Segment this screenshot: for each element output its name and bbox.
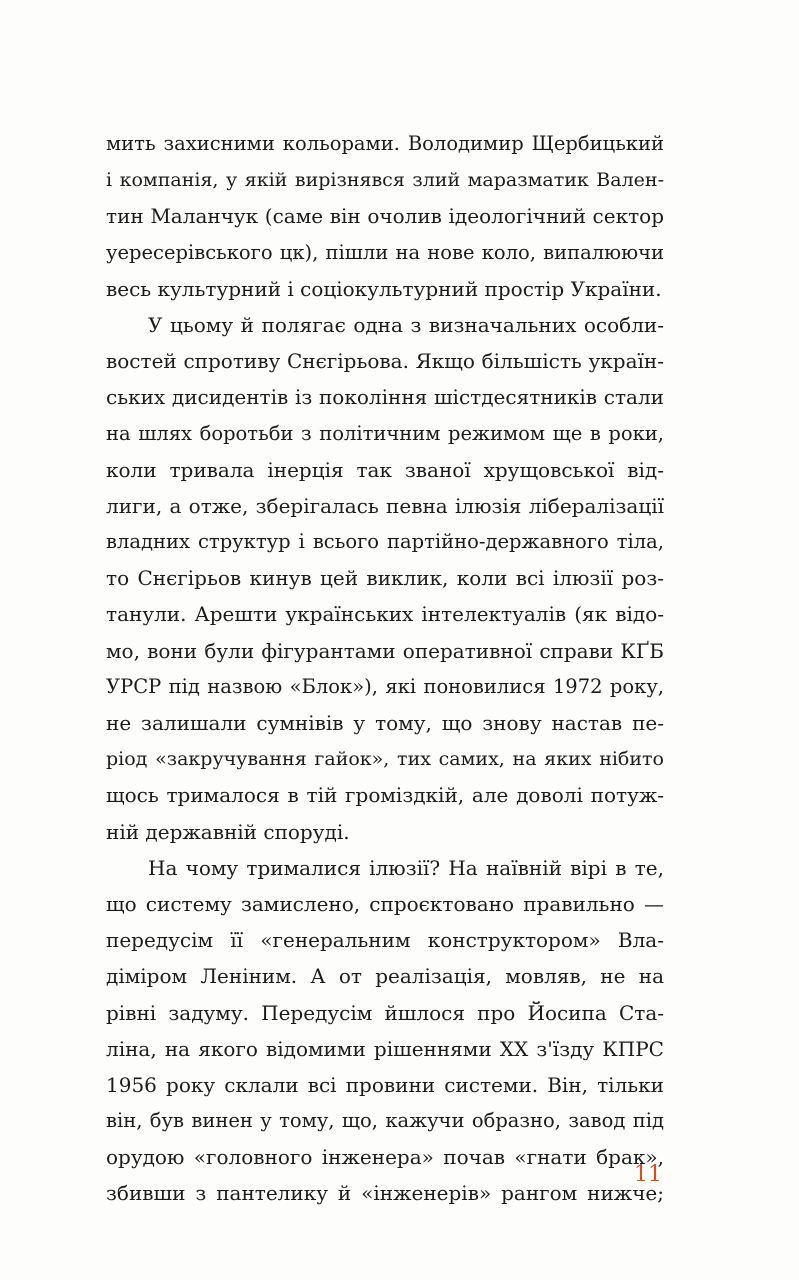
text-line: востей спротиву Снєгірьова. Якщо більшість україн- <box>106 349 664 374</box>
text-line: на шлях боротьби з політичним режимом ще в роки, <box>106 421 664 445</box>
text-line: то Снєгірьов кинув цей виклик, коли всі ілюзії роз- <box>106 566 664 591</box>
text-line: У цьому й полягає одна з визначальних особли- <box>148 312 664 337</box>
text-line: весь культурний і соціокультурний простір України. <box>106 276 662 301</box>
text-line: ріод «закручування гайок», тих самих, на яких нібито <box>106 748 664 771</box>
text-line: На чому трималися ілюзії? На наївній вірі в те, <box>148 855 664 880</box>
text-line: уересерівського цк), пішли на нове коло, випалюючи <box>106 240 664 264</box>
text-line: не залишали сумнівів у тому, що знову настав пе- <box>106 711 664 735</box>
text-line: тин Маланчук (саме він очолив ідеологічний сектор <box>106 204 664 229</box>
page-number: 11 <box>634 1162 662 1187</box>
text-line: збивши з пантелику й «інженерів» рангом нижче; <box>106 1181 664 1206</box>
text-line: він, був винен у тому, що, кажучи образно, завод під <box>106 1109 664 1133</box>
text-line: орудою «головного інженера» почав «гнати брак», <box>106 1145 664 1170</box>
text-line: передусім її «генеральним конструктором» Вла- <box>106 928 664 953</box>
body-text <box>106 126 664 1212</box>
text-line: діміром Леніним. А от реалізація, мовляв, не на <box>106 964 664 989</box>
text-line: і компанія, у якій вирізнявся злий маразматик Вален- <box>106 169 664 192</box>
text-line: коли тривала інерція так званої хрущовської від- <box>106 457 664 482</box>
text-line: щось трималося в тій громіздкій, але доволі потуж- <box>106 783 664 808</box>
text-line: УРСР під назвою «Блок»), які поновилися 1972 року, <box>106 674 664 698</box>
text-line: танули. Арешти українських інтелектуалів (як відо- <box>106 602 664 627</box>
text-line: мить захисними кольорами. Володимир Щербицький <box>106 132 664 155</box>
text-line: що систему замислено, спроєктовано правильно — <box>106 891 664 916</box>
text-line: владних структур і всього партійно-державного тіла, <box>106 530 664 554</box>
text-line: мо, вони були фігурантами оперативної справи КҐБ <box>106 638 664 663</box>
text-line: ліна, на якого відомими рішеннями XX з'їзду КПРС <box>106 1036 664 1061</box>
text-line: ній державній споруді. <box>106 819 350 844</box>
text-line: ських дисидентів із покоління шістдесятників стали <box>106 385 664 410</box>
text-line: лиги, а отже, зберігалась певна ілюзія лібералізації <box>106 493 664 518</box>
text-line: 1956 року склали всі провини системи. Він, тільки <box>106 1072 664 1097</box>
text-line: рівні задуму. Передусім йшлося про Йосипа Ста- <box>106 1000 664 1025</box>
